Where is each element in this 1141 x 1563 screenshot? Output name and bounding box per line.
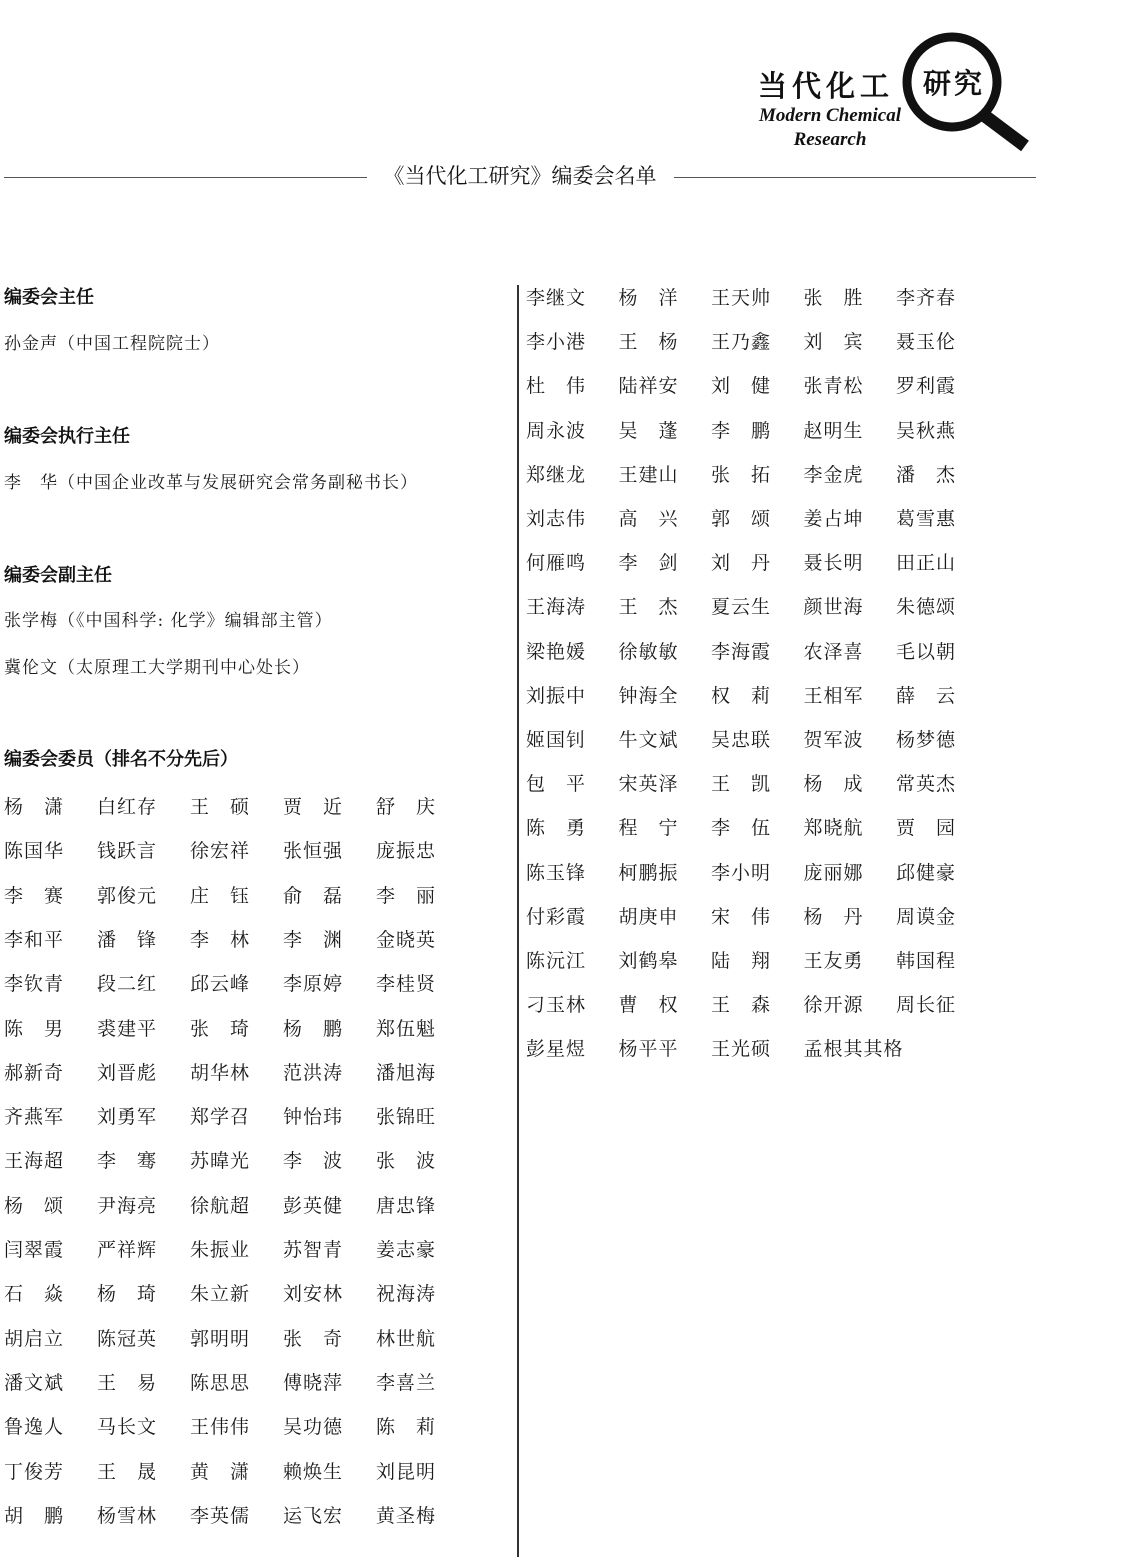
member-name: 包 平 <box>526 773 587 796</box>
member-name: 段二红 <box>97 973 158 996</box>
member-name: 李喜兰 <box>376 1371 437 1394</box>
member-name: 李和平 <box>4 928 65 951</box>
member-name: 金晓英 <box>376 928 437 951</box>
member-name: 胡启立 <box>4 1327 65 1350</box>
member-name: 张青松 <box>803 375 864 398</box>
member-name: 石 焱 <box>4 1283 65 1306</box>
member-name: 刘 丹 <box>711 552 772 575</box>
member-name: 马长文 <box>97 1416 158 1439</box>
member-name: 王 森 <box>711 994 772 1017</box>
title-rule-left <box>4 177 367 178</box>
member-name: 王海超 <box>4 1150 65 1173</box>
member-name: 庄 钰 <box>190 884 251 907</box>
member-name: 贾 园 <box>896 817 957 840</box>
member-name: 柯鹏振 <box>618 861 679 884</box>
member-name: 陈国华 <box>4 840 65 863</box>
member-name: 李原婷 <box>283 973 344 996</box>
logo-english-title <box>750 104 910 152</box>
member-name: 杨 颂 <box>4 1194 65 1217</box>
member-name: 李 林 <box>190 928 251 951</box>
member-name: 白红存 <box>97 796 158 818</box>
member-name: 王 硕 <box>190 796 251 818</box>
member-name: 高 兴 <box>618 508 679 530</box>
member-name: 罗利霞 <box>896 375 957 398</box>
member-name: 毛以朝 <box>896 640 957 663</box>
section-heading-director: 编委会主任 <box>4 287 94 308</box>
member-name: 俞 磊 <box>283 884 344 907</box>
logo-english-line2: Research <box>793 129 867 150</box>
member-name: 李 波 <box>283 1150 344 1173</box>
member-name: 农泽喜 <box>803 640 864 663</box>
member-name: 姜占坤 <box>803 508 864 530</box>
member-name: 刘鹤皋 <box>618 950 679 972</box>
member-name: 裘建平 <box>97 1017 158 1040</box>
member-name: 郭 颂 <box>711 508 772 530</box>
member-name: 郑继龙 <box>526 463 587 486</box>
member-name: 刁玉林 <box>526 994 587 1017</box>
member-name: 林世航 <box>376 1327 437 1350</box>
member-name: 徐开源 <box>803 994 864 1017</box>
member-name: 王相军 <box>803 684 864 707</box>
member-name: 黄 潇 <box>190 1460 251 1483</box>
member-name: 姜志豪 <box>376 1239 437 1261</box>
member-name: 夏云生 <box>711 596 772 619</box>
member-name: 王 杰 <box>618 596 679 619</box>
member-name: 杨 丹 <box>803 905 864 928</box>
member-name: 潘 杰 <box>896 463 957 486</box>
member-name: 王海涛 <box>526 596 587 619</box>
member-name: 苏暐光 <box>190 1150 251 1173</box>
member-name: 潘 锋 <box>97 928 158 951</box>
member-name: 吴秋燕 <box>896 419 957 442</box>
member-name: 何雁鸣 <box>526 552 587 575</box>
member-name: 王 晟 <box>97 1460 158 1483</box>
member-name: 郑学召 <box>190 1106 251 1129</box>
section-heading-members: 编委会委员（排名不分先后） <box>4 749 238 770</box>
member-name: 杨 成 <box>803 773 864 796</box>
member-name: 张 波 <box>376 1150 437 1173</box>
member-name: 唐忠锋 <box>376 1194 437 1217</box>
member-name: 吴忠联 <box>711 729 772 751</box>
member-name: 颜世海 <box>803 596 864 619</box>
member-name: 李 赛 <box>4 884 65 907</box>
member-name: 张 琦 <box>190 1017 251 1040</box>
member-name: 常英杰 <box>896 773 957 796</box>
logo-chinese-title: 当代化工 <box>758 69 895 103</box>
member-name: 尹海亮 <box>97 1194 158 1217</box>
member-name: 徐航超 <box>190 1194 251 1217</box>
column-divider <box>517 285 519 1557</box>
member-name: 王 凯 <box>711 773 772 796</box>
section-heading-exec-director: 编委会执行主任 <box>4 426 130 447</box>
member-name: 朱立新 <box>190 1283 251 1306</box>
logo-english-line1: Modern Chemical <box>759 105 901 126</box>
member-name: 杨梦德 <box>896 729 957 751</box>
member-name: 聂长明 <box>803 552 864 575</box>
member-name: 李 丽 <box>376 884 437 907</box>
member-name: 刘 健 <box>711 375 772 398</box>
member-name: 刘振中 <box>526 684 587 707</box>
member-name: 朱振业 <box>190 1239 251 1261</box>
member-name: 杨 洋 <box>618 287 679 309</box>
vice-director-line: 冀伦文（太原理工大学期刊中心处长） <box>4 658 310 678</box>
member-name: 曹 权 <box>618 994 679 1017</box>
member-name: 邱云峰 <box>190 973 251 996</box>
member-name: 王天帅 <box>711 287 772 309</box>
member-name: 刘安林 <box>283 1283 344 1306</box>
member-name: 葛雪惠 <box>896 508 957 530</box>
member-name: 贺军波 <box>803 729 864 751</box>
member-name: 潘文斌 <box>4 1371 65 1394</box>
member-name: 邱健豪 <box>896 861 957 884</box>
member-name: 傅晓萍 <box>283 1371 344 1394</box>
member-name: 黄圣梅 <box>376 1504 437 1527</box>
member-name: 薛 云 <box>896 684 957 707</box>
member-name: 陈思思 <box>190 1371 251 1394</box>
member-name: 张恒强 <box>283 840 344 863</box>
member-name: 范洪涛 <box>283 1061 344 1084</box>
member-name: 彭英健 <box>283 1194 344 1217</box>
member-name: 舒 庆 <box>376 796 437 818</box>
member-name: 李海霞 <box>711 640 772 663</box>
member-name: 权 莉 <box>711 684 772 707</box>
member-name: 张 拓 <box>711 463 772 486</box>
member-name: 周永波 <box>526 419 587 442</box>
member-name: 胡华林 <box>190 1061 251 1084</box>
member-name: 吴 蓬 <box>618 419 679 442</box>
member-name: 李 剑 <box>618 552 679 575</box>
member-name: 陆 翔 <box>711 950 772 972</box>
member-name: 王友勇 <box>803 950 864 972</box>
member-name: 潘旭海 <box>376 1061 437 1084</box>
member-name: 李桂贤 <box>376 973 437 996</box>
member-name: 王 易 <box>97 1371 158 1394</box>
member-name: 陈 莉 <box>376 1416 437 1439</box>
member-name: 李 鹏 <box>711 419 772 442</box>
member-name: 钟海全 <box>618 684 679 707</box>
member-name: 杨雪林 <box>97 1504 158 1527</box>
member-name: 王乃鑫 <box>711 331 772 354</box>
section-heading-vice-director: 编委会副主任 <box>4 565 112 586</box>
member-name: 郑晓航 <box>803 817 864 840</box>
member-name: 胡庚申 <box>618 905 679 928</box>
member-name: 周谟金 <box>896 905 957 928</box>
member-name: 陆祥安 <box>618 375 679 398</box>
member-name: 彭星煜 <box>526 1038 587 1061</box>
member-name: 李小明 <box>711 861 772 884</box>
member-name: 庞振忠 <box>376 840 437 863</box>
member-name: 陈 勇 <box>526 817 587 840</box>
vice-director-line: 张学梅（《中国科学: 化学》编辑部主管） <box>4 611 333 631</box>
member-name: 杨平平 <box>618 1038 679 1061</box>
member-name: 鲁逸人 <box>4 1416 65 1439</box>
member-name: 宋 伟 <box>711 905 772 928</box>
member-name: 李齐春 <box>896 287 957 309</box>
member-name: 韩国程 <box>896 950 957 972</box>
member-name: 张 奇 <box>283 1327 344 1350</box>
member-name: 张 胜 <box>803 287 864 309</box>
member-name: 田正山 <box>896 552 957 575</box>
logo-glass-text: 研究 <box>923 67 986 100</box>
member-name: 郑伍魁 <box>376 1017 437 1040</box>
member-name: 聂玉伦 <box>896 331 957 354</box>
member-name: 杨 潇 <box>4 796 65 818</box>
member-name: 齐燕军 <box>4 1106 65 1129</box>
member-name: 李金虎 <box>803 463 864 486</box>
member-name: 王 杨 <box>618 331 679 354</box>
title-rule-right <box>674 177 1036 178</box>
member-name: 陈 男 <box>4 1017 65 1040</box>
member-name: 刘晋彪 <box>97 1061 158 1084</box>
member-name: 李英儒 <box>190 1504 251 1527</box>
member-name: 李 伍 <box>711 817 772 840</box>
member-name: 运飞宏 <box>283 1504 344 1527</box>
member-name: 李钦青 <box>4 973 65 996</box>
member-name: 闫翠霞 <box>4 1239 65 1261</box>
member-name: 丁俊芳 <box>4 1460 65 1483</box>
member-name: 王建山 <box>618 463 679 486</box>
member-name: 刘 宾 <box>803 331 864 354</box>
page-title: 《当代化工研究》编委会名单 <box>383 164 657 188</box>
member-name: 宋英泽 <box>618 773 679 796</box>
member-name: 吴功德 <box>283 1416 344 1439</box>
member-name: 王光硕 <box>711 1038 772 1061</box>
member-name: 钟怡玮 <box>283 1106 344 1129</box>
member-name: 李 渊 <box>283 928 344 951</box>
member-name: 郭明明 <box>190 1327 251 1350</box>
member-name: 牛文斌 <box>618 729 679 751</box>
member-name: 刘志伟 <box>526 508 587 530</box>
member-name: 胡 鹏 <box>4 1504 65 1527</box>
director-line: 孙金声（中国工程院院士） <box>4 334 220 354</box>
member-name: 苏智青 <box>283 1239 344 1261</box>
member-name: 钱跃言 <box>97 840 158 863</box>
member-name: 刘勇军 <box>97 1106 158 1129</box>
member-name: 杨 鹏 <box>283 1017 344 1040</box>
member-name: 陈冠英 <box>97 1327 158 1350</box>
member-name: 姬国钊 <box>526 729 587 751</box>
member-name: 徐宏祥 <box>190 840 251 863</box>
member-name: 郝新奇 <box>4 1061 65 1084</box>
member-name: 赵明生 <box>803 419 864 442</box>
member-name: 付彩霞 <box>526 905 587 928</box>
journal-logo <box>740 30 1040 160</box>
member-name: 陈沅江 <box>526 950 587 972</box>
exec-director-line: 李 华（中国企业改革与发展研究会常务副秘书长） <box>4 473 418 493</box>
member-name: 梁艳媛 <box>526 640 587 663</box>
member-name: 郭俊元 <box>97 884 158 907</box>
member-name: 张锦旺 <box>376 1106 437 1129</box>
member-name: 程 宁 <box>618 817 679 840</box>
member-name: 王伟伟 <box>190 1416 251 1439</box>
member-name: 徐敏敏 <box>618 640 679 663</box>
member-name: 杨 琦 <box>97 1283 158 1306</box>
member-name: 祝海涛 <box>376 1283 437 1306</box>
member-name: 陈玉锋 <box>526 861 587 884</box>
member-name: 李继文 <box>526 287 587 309</box>
member-name: 孟根其其格 <box>803 1038 904 1061</box>
member-name: 刘昆明 <box>376 1460 437 1483</box>
member-name: 朱德颂 <box>896 596 957 619</box>
member-name: 贾 近 <box>283 796 344 818</box>
member-name: 庞丽娜 <box>803 861 864 884</box>
member-name: 周长征 <box>896 994 957 1017</box>
member-name: 赖焕生 <box>283 1460 344 1483</box>
member-name: 杜 伟 <box>526 375 587 398</box>
member-name: 李 骞 <box>97 1150 158 1173</box>
member-name: 严祥辉 <box>97 1239 158 1261</box>
member-name: 李小港 <box>526 331 587 354</box>
